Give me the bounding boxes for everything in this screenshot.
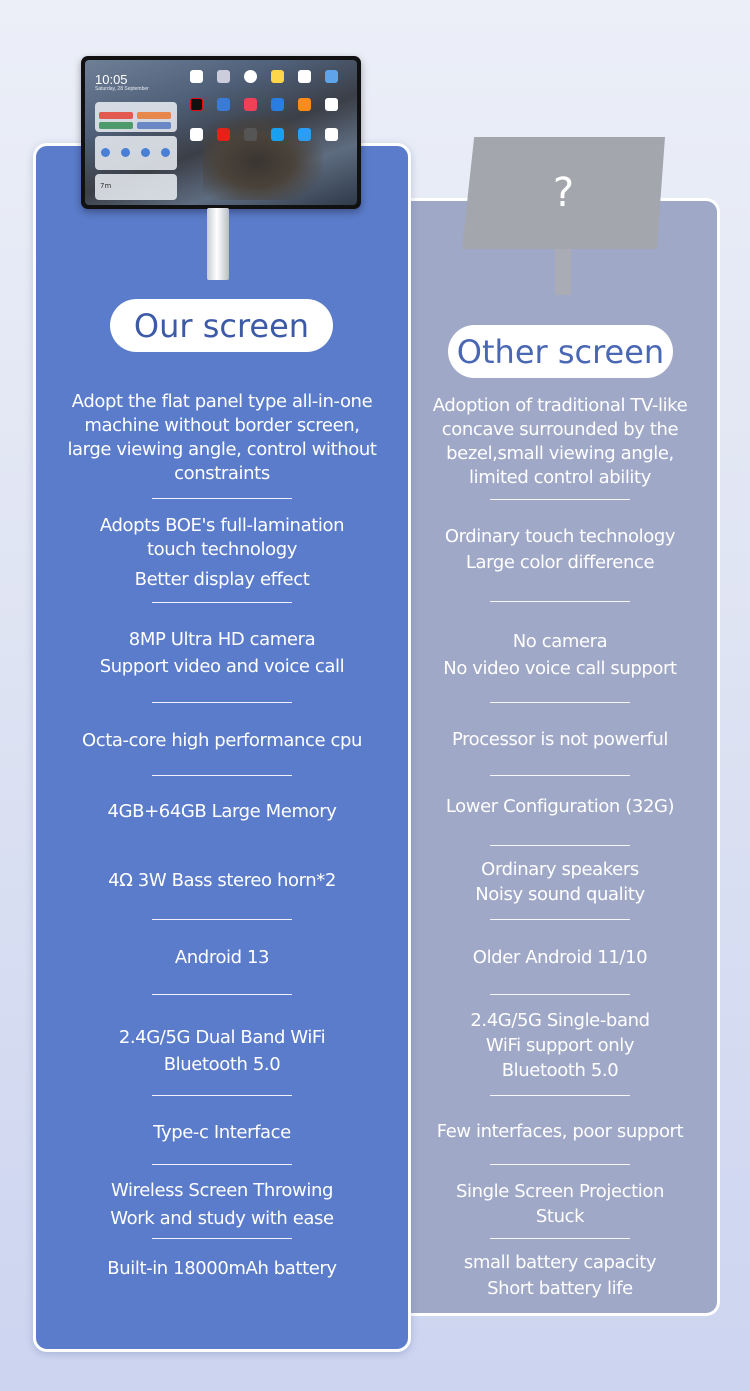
netflix-app-icon <box>190 98 203 111</box>
left-feature-touch: Adopts BOE's full-lamination touch technology Better display effect <box>99 515 345 590</box>
slack-app-icon <box>325 98 338 111</box>
divider <box>152 919 292 920</box>
divider <box>490 1095 630 1096</box>
divider <box>490 919 630 920</box>
pocket-app-icon <box>244 98 257 111</box>
divider <box>490 601 630 602</box>
right-feature-panel-design: Adoption of traditional TV-like concave surrounded by the bezel,small viewing angle, limited control ability <box>432 395 688 488</box>
left-feature-projection: Wireless Screen Throwing Work and study with ease <box>110 1180 334 1229</box>
divider <box>490 1238 630 1239</box>
camera-app-icon <box>217 70 230 83</box>
weather-app-icon <box>325 70 338 83</box>
left-feature-speaker: 4Ω 3W Bass stereo horn*2 <box>108 870 336 891</box>
timer-label: 7m <box>100 182 112 190</box>
files-app-icon <box>244 128 257 141</box>
left-feature-memory: 4GB+64GB Large Memory <box>107 801 337 822</box>
clock-time: 10:05 <box>95 72 128 87</box>
clock-date: Saturday, 28 September <box>95 86 149 92</box>
divider <box>152 994 292 995</box>
office-app-icon <box>325 128 338 141</box>
divider <box>152 775 292 776</box>
right-feature-touch: Ordinary touch technology Large color difference <box>444 526 676 573</box>
right-feature-wifi: 2.4G/5G Single-band WiFi support only Bluetooth 5.0 <box>470 1010 650 1081</box>
right-feature-memory: Lower Configuration (32G) <box>445 796 675 817</box>
question-mark: ? <box>552 170 575 216</box>
left-feature-camera: 8MP Ultra HD camera Support video and voice call <box>99 629 345 677</box>
tablet-device-image <box>81 56 361 209</box>
divider <box>152 602 292 603</box>
divider <box>152 702 292 703</box>
divider <box>490 499 630 500</box>
music-app-icon <box>298 98 311 111</box>
other-screen-title: Other screen <box>448 325 673 378</box>
divider <box>490 994 630 995</box>
divider <box>152 498 292 499</box>
notes-app-icon <box>271 70 284 83</box>
right-feature-speaker: Ordinary speakers Noisy sound quality <box>475 859 645 905</box>
divider <box>490 702 630 703</box>
timer-widget <box>95 174 177 200</box>
reminders-app-icon <box>298 70 311 83</box>
calendar-app-icon <box>190 70 203 83</box>
gmail-app-icon <box>190 128 203 141</box>
divider <box>152 1164 292 1165</box>
right-feature-interface: Few interfaces, poor support <box>436 1121 684 1142</box>
divider <box>490 1164 630 1165</box>
controls-widget <box>95 136 177 170</box>
left-feature-cpu: Octa-core high performance cpu <box>81 730 363 751</box>
other-stand-pole <box>555 249 571 295</box>
appstore-app-icon <box>217 98 230 111</box>
left-feature-android: Android 13 <box>174 947 270 968</box>
right-feature-projection: Single Screen Projection Stuck <box>455 1181 665 1227</box>
right-feature-android: Older Android 11/10 <box>472 947 648 968</box>
left-feature-wifi: 2.4G/5G Dual Band WiFi Bluetooth 5.0 <box>118 1027 326 1075</box>
stand-pole <box>207 208 229 280</box>
our-screen-title: Our screen <box>110 299 333 352</box>
divider <box>152 1238 292 1239</box>
left-feature-battery: Built-in 18000mAh battery <box>107 1258 337 1279</box>
divider <box>490 775 630 776</box>
notification-widget <box>95 102 177 132</box>
left-feature-interface: Type-c Interface <box>153 1122 291 1143</box>
telegram-app-icon <box>271 128 284 141</box>
divider <box>152 1095 292 1096</box>
left-feature-panel-design: Adopt the flat panel type all-in-one machine without border screen, large viewing angle, control without constraints <box>67 391 377 484</box>
youtube-app-icon <box>217 128 230 141</box>
right-feature-cpu: Processor is not powerful <box>451 729 669 750</box>
right-feature-camera: No camera No video voice call support <box>443 631 677 679</box>
meet-app-icon <box>298 128 311 141</box>
right-feature-battery: small battery capacity Short battery life <box>463 1252 657 1299</box>
divider <box>490 845 630 846</box>
trello-app-icon <box>271 98 284 111</box>
clock-app-icon <box>244 70 257 83</box>
tablet-screen <box>85 60 357 205</box>
